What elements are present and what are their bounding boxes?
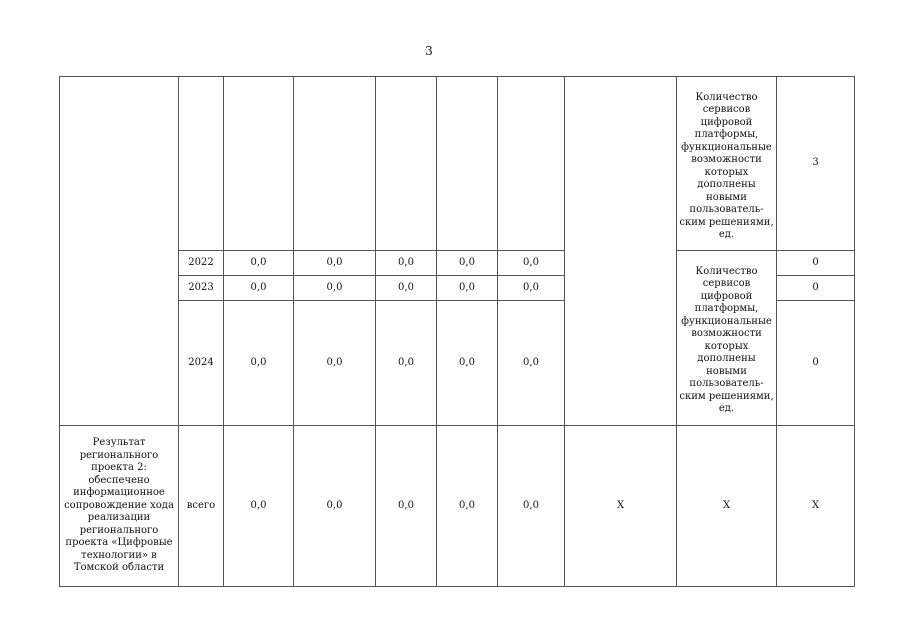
empty-value-cell: [294, 77, 376, 251]
year-cell: 2024: [179, 301, 224, 426]
value-cell: 0,0: [498, 276, 565, 301]
target-value-cell: 3: [777, 77, 855, 251]
table-row: [60, 251, 855, 276]
empty-merged-cell: [565, 77, 677, 426]
value-cell: 0,0: [376, 276, 437, 301]
empty-value-cell: [498, 77, 565, 251]
value-cell: 0,0: [437, 276, 498, 301]
value-cell: 0,0: [376, 251, 437, 276]
year-cell: 2023: [179, 276, 224, 301]
indicator-cell: [677, 251, 777, 426]
value-cell: 0,0: [294, 251, 376, 276]
year-cell: 2022: [179, 251, 224, 276]
value-cell: 0,0: [224, 301, 294, 426]
value-cell: 0,0: [224, 276, 294, 301]
value-cell: 0,0: [437, 301, 498, 426]
x-mark-cell: Х: [777, 426, 855, 587]
target-value-cell: 0: [777, 301, 855, 426]
empty-value-cell: [376, 77, 437, 251]
empty-value-cell: [224, 77, 294, 251]
indicator-text: Количество сервисов цифровой платформы, функциональные возможности которых дополнены новыми пользователь-ским решениями, ед.: [679, 265, 774, 414]
value-cell: 0,0: [224, 251, 294, 276]
x-mark-cell: Х: [565, 426, 677, 587]
page-number: 3: [425, 44, 433, 58]
table-row: [60, 426, 855, 587]
value-cell: 0,0: [224, 426, 294, 587]
table-row: [60, 77, 855, 251]
period-cell: всего: [179, 426, 224, 587]
empty-year-cell: [179, 77, 224, 251]
budget-table: [59, 76, 855, 587]
indicator-cell: [677, 77, 777, 251]
empty-value-cell: [437, 77, 498, 251]
value-cell: 0,0: [498, 301, 565, 426]
value-cell: 0,0: [294, 426, 376, 587]
x-mark-cell: Х: [677, 426, 777, 587]
value-cell: 0,0: [498, 426, 565, 587]
value-cell: 0,0: [376, 426, 437, 587]
value-cell: 0,0: [437, 426, 498, 587]
indicator-text: Количество сервисов цифровой платформы, функциональные возможности которых дополнены новыми пользователь-ским решениями, ед.: [679, 91, 774, 240]
result-label-cell: Результат регионального проекта 2: обеспечено информационное сопровождение хода реализации регионального проекта «Цифровые технологии» в Томской области: [60, 426, 179, 587]
value-cell: 0,0: [294, 301, 376, 426]
target-value-cell: 0: [777, 251, 855, 276]
value-cell: 0,0: [437, 251, 498, 276]
empty-result-cell: [60, 77, 179, 426]
value-cell: 0,0: [294, 276, 376, 301]
target-value-cell: 0: [777, 276, 855, 301]
value-cell: 0,0: [498, 251, 565, 276]
value-cell: 0,0: [376, 301, 437, 426]
